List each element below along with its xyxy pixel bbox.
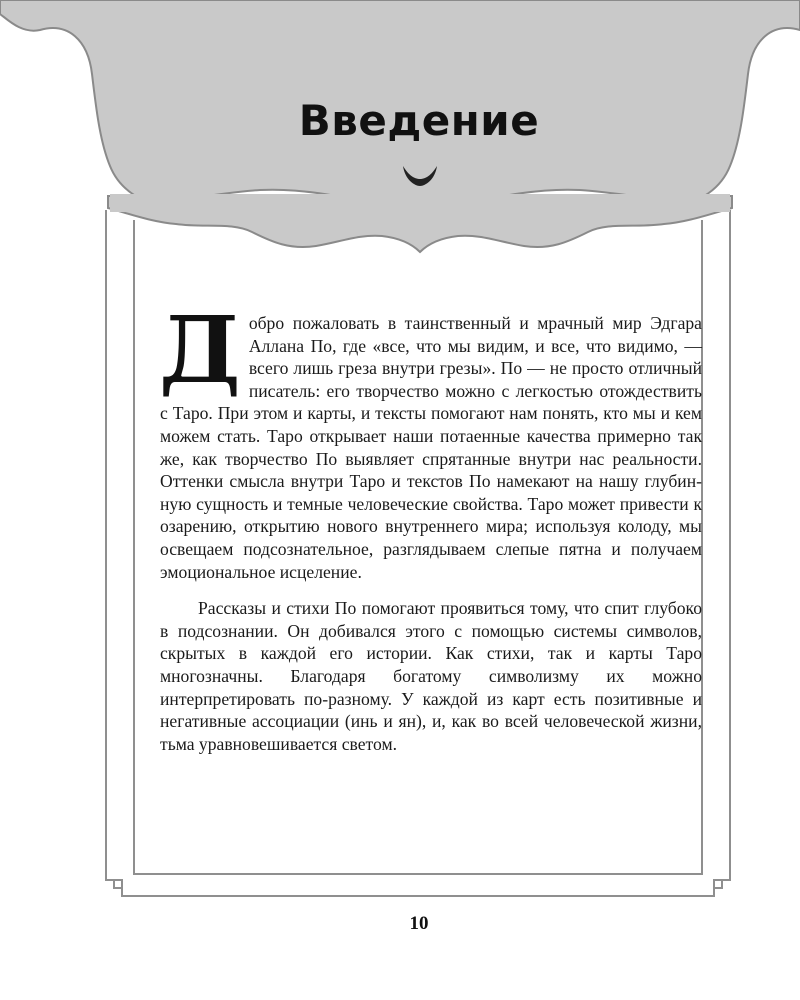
chapter-title: Введение — [298, 96, 540, 145]
drop-cap: Д — [159, 296, 241, 404]
paragraph-1-text: обро пожаловать в таинственный и мрачный мир Эдгара Аллана По, где «все, что мы видим, и все, что видимо, — всего лишь греза внутри грезы». По — не просто отличный писатель: его творчество можно с легкостью отождествить с Таро. При этом и карты, и тексты помогают нам понять, кто мы и кем можем стать. Таро открывает наши потаенные качества примерно так же, как творчество По выявляет спрятанные внутри нас реальности. Оттенки смысла внутри Таро и текстов По намекают на нашу глубинную сущность и темные человеческие свойства. Таро может привести к озарению, открытию нового внутреннего мира; используя колоду, мы освещаем подсознательное, разглядываем слепые пятна и получаем эмоциональное исцеление. — [160, 313, 702, 582]
body-text — [159, 296, 702, 755]
paragraph-1 — [159, 296, 702, 583]
crescent-moon-icon — [401, 164, 439, 188]
banner-trim-cover — [110, 194, 730, 212]
page-number: 10 — [409, 913, 429, 934]
paragraph-2: Рассказы и стихи По помогают проявиться тому, что спит глубоко в подсознании. Он добивался этого с помощью системы символов, скрытых в каждой его истории. Как стихи, так и карты Таро многозначны. Благодаря богатому символизму их можно интерпретировать по-разному. У каждой из карт есть позитивные и негативные ассоциации (инь и ян), и, как во всей человеческой жизни, тьма уравновешивается светом. — [160, 598, 702, 754]
